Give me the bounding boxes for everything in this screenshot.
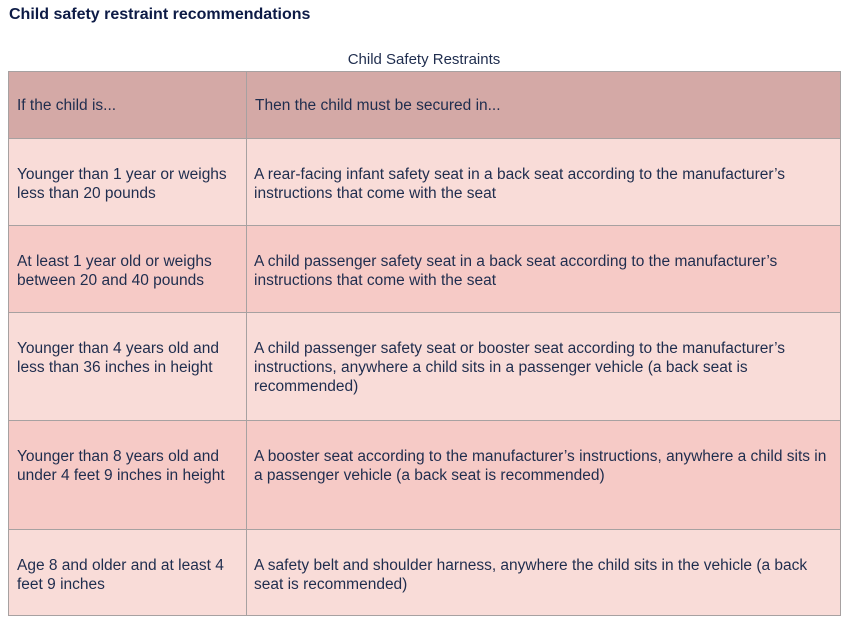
table-row — [9, 530, 841, 616]
restraint-cell: A child passenger safety seat in a back seat according to the manufacturer’s instructions that come with the seat — [247, 226, 841, 313]
restraint-cell: A child passenger safety seat or booster seat according to the manufacturer’s instructions, anywhere a child sits in a passenger vehicle (a back seat is recommended) — [247, 313, 841, 421]
table-row — [9, 226, 841, 313]
table-header-row — [9, 72, 841, 139]
condition-cell: Younger than 8 years old and under 4 feet 9 inches in height — [9, 421, 247, 530]
condition-cell: At least 1 year old or weighs between 20 and 40 pounds — [9, 226, 247, 313]
table-row — [9, 139, 841, 226]
restraints-table — [8, 71, 841, 616]
restraint-cell: A safety belt and shoulder harness, anywhere the child sits in the vehicle (a back seat is recommended) — [247, 530, 841, 616]
restraint-cell: A booster seat according to the manufacturer’s instructions, anywhere a child sits in a passenger vehicle (a back seat is recommended) — [247, 421, 841, 530]
condition-cell: Younger than 1 year or weighs less than 20 pounds — [9, 139, 247, 226]
page-heading: Child safety restraint recommendations — [9, 6, 311, 23]
table-row — [9, 313, 841, 421]
header-restraint: Then the child must be secured in... — [247, 72, 841, 139]
header-condition: If the child is... — [9, 72, 247, 139]
table-row — [9, 421, 841, 530]
restraint-cell: A rear-facing infant safety seat in a back seat according to the manufacturer’s instructions that come with the seat — [247, 139, 841, 226]
condition-cell: Younger than 4 years old and less than 36 inches in height — [9, 313, 247, 421]
condition-cell: Age 8 and older and at least 4 feet 9 inches — [9, 530, 247, 616]
table-caption: Child Safety Restraints — [347, 51, 501, 68]
